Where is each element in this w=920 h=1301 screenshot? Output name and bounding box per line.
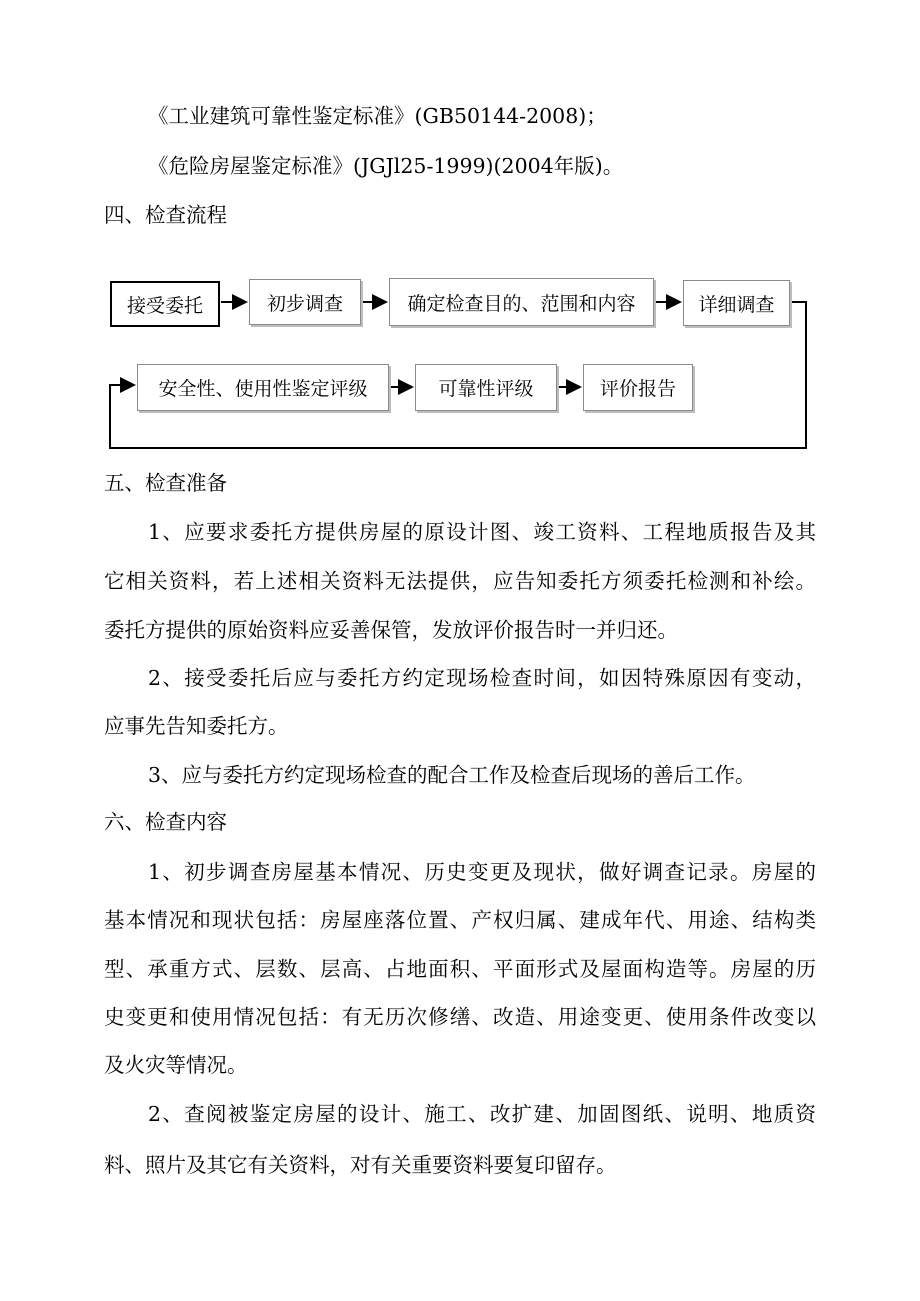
paragraph-line: 2、查阅被鉴定房屋的设计、施工、改扩建、加固图纸、说明、地质资 [148,1102,816,1126]
paragraph-line: 史变更和使用情况包括：有无历次修缮、改造、用途变更、使用条件改变以 [104,1005,816,1029]
section-heading: 四、检查流程 [104,203,227,227]
paragraph-line: 应事先告知委托方。 [104,714,289,738]
flow-step-detailed: 详细调查 [683,280,790,326]
paragraph-line: 2、接受委托后应与委托方约定现场检查时间，如因特殊原因有变动， [148,666,816,690]
reference-line: 《工业建筑可靠性鉴定标准》(GB50144-2008)； [148,104,607,128]
flow-step-report: 评价报告 [583,364,693,411]
paragraph-line: 及火灾等情况。 [104,1053,248,1077]
flow-step-accept: 接受委托 [110,281,220,327]
flow-step-preliminary: 初步调查 [249,279,361,325]
paragraph-line: 3、应与委托方约定现场检查的配合工作及检查后现场的善后工作。 [148,763,756,787]
paragraph-line: 委托方提供的原始资料应妥善保管，发放评价报告时一并归还。 [104,618,678,642]
paragraph-line: 1、应要求委托方提供房屋的原设计图、竣工资料、工程地质报告及其 [148,520,816,544]
paragraph-line: 基本情况和现状包括：房屋座落位置、产权归属、建成年代、用途、结构类 [104,908,816,932]
reference-line: 《危险房屋鉴定标准》(JGJl25-1999)(2004年版)。 [148,154,624,178]
paragraph-line: 型、承重方式、层数、层高、占地面积、平面形式及屋面构造等。房屋的历 [104,957,816,981]
flow-step-scope: 确定检查目的、范围和内容 [389,278,654,326]
paragraph-line: 1、初步调查房屋基本情况、历史变更及现状，做好调查记录。房屋的 [148,860,816,884]
flow-step-reliability: 可靠性评级 [415,364,557,411]
section-heading: 六、检查内容 [104,810,227,834]
paragraph-line: 料、照片及其它有关资料，对有关重要资料要复印留存。 [104,1153,617,1177]
flow-step-rating: 安全性、使用性鉴定评级 [137,364,389,411]
paragraph-line: 它相关资料，若上述相关资料无法提供，应告知委托方须委托检测和补绘。 [104,569,816,593]
section-heading: 五、检查准备 [104,471,227,495]
